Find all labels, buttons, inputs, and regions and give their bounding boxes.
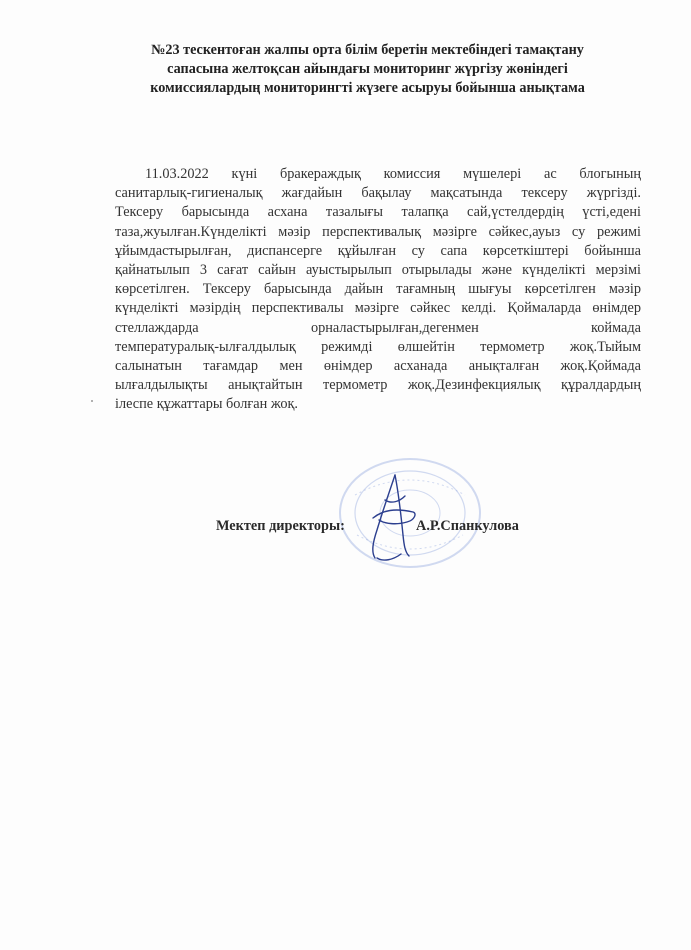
- body-line: санитарлық-гигиеналық жағдайын бақылау мақсатында тексеру жүргізді.: [115, 185, 641, 202]
- body-line: температуралық-ылғалдылық режимді өлшейтін термометр жоқ.Тыйым: [115, 338, 641, 355]
- body-line: ылғалдылықты анықтайтын термометр жоқ.Дезинфекциялық құралдардың: [115, 377, 641, 394]
- signature-label: Мектеп директоры:: [216, 518, 345, 534]
- body-line: салынатын тағамдар мен өнімдер асханада анықталған жоқ.Қоймада: [115, 357, 641, 374]
- signatory-name: А.Р.Спанкулова: [416, 518, 519, 534]
- body-line: таза,жуылған.Күнделікті мәзір перспективалық мәзірге сәйкес,ауыз су режимі: [115, 223, 641, 240]
- body-line: 11.03.2022 күні бракераждық комиссия мүшелері ас блогының: [145, 166, 641, 182]
- document-body: [115, 165, 641, 414]
- body-line: қайнатылып 3 сағат сайын ауыстырылып отырылады және күнделікті мерзімі: [115, 261, 641, 278]
- body-line: күнделікті мәзірдің перспективалы мәзірге сәйкес келді. Қоймаларда өнімдер: [115, 300, 641, 317]
- scan-speck: [91, 400, 93, 402]
- title-line: сапасына желтоқсан айындағы мониторинг жүргізу жөніндегі: [167, 61, 568, 77]
- body-line: Тексеру барысында асхана тазалығы талапқа сай,үстелдердің үсті,едені: [115, 204, 641, 221]
- body-line: ілеспе құжаттары болған жоқ.: [115, 396, 299, 413]
- document-title: [95, 41, 640, 98]
- body-line: стеллаждарда орналастырылған,дегенмен коймада: [115, 319, 641, 336]
- body-line: ұйымдастырылған, диспансерге құйылған су сапа көрсеткіштері бойынша: [115, 242, 641, 259]
- title-line: комиссиялардың мониторингті жүзеге асыруы бойынша анықтама: [150, 80, 585, 96]
- body-line: көрсетілген. Тексеру барысында дайын тағамның шығуы көрсетілген мәзір: [115, 281, 641, 298]
- signature-block: [0, 455, 691, 575]
- title-line: №23 тескентоған жалпы орта білім беретін мектебіндегі тамақтану: [151, 42, 584, 58]
